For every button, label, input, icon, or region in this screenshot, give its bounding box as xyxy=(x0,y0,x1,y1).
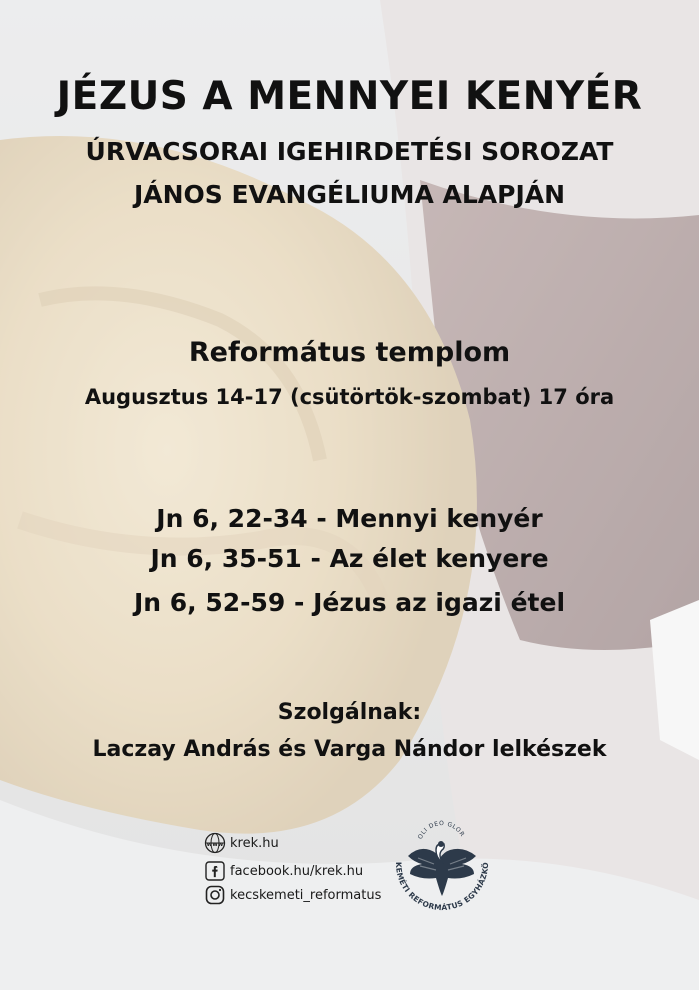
reading-item: Jn 6, 35-51 - Az élet kenyere xyxy=(150,544,549,573)
logo-motto: OLI DEO GLOR xyxy=(416,820,466,841)
facebook-link[interactable] xyxy=(204,860,363,882)
instagram-text: kecskemeti_reformatus xyxy=(230,887,382,903)
www-globe-icon xyxy=(204,832,226,854)
event-venue: Református templom xyxy=(188,337,511,368)
facebook-icon xyxy=(204,860,226,882)
poster-subtitle-line1: ÚRVACSORAI IGEHIRDETÉSI SOROZAT xyxy=(85,137,614,166)
poster-subtitle-line2: JÁNOS EVANGÉLIUMA ALAPJÁN xyxy=(133,180,566,209)
reading-item: Jn 6, 52-59 - Jézus az igazi étel xyxy=(133,588,566,617)
website-link[interactable] xyxy=(204,832,279,854)
svg-text:www: www xyxy=(206,841,224,848)
instagram-icon xyxy=(204,884,226,906)
logo-org-name: KEMÉTI REFORMÁTUS EGYHÁZKÖ xyxy=(393,861,491,913)
ministers-names: Laczay András és Varga Nándor lelkészek xyxy=(92,737,607,762)
reading-item: Jn 6, 22-34 - Mennyi kenyér xyxy=(156,504,543,533)
website-text: krek.hu xyxy=(230,835,279,851)
facebook-text: facebook.hu/krek.hu xyxy=(230,863,364,879)
poster-title: JÉZUS A MENNYEI KENYÉR xyxy=(56,74,643,119)
event-date: Augusztus 14-17 (csütörtök-szombat) 17 óra xyxy=(84,385,615,409)
church-logo xyxy=(378,800,506,928)
instagram-link[interactable] xyxy=(204,884,381,906)
svg-text:SOLI DEO GLORIA xyxy=(378,800,466,840)
ministers-label: Szolgálnak: xyxy=(277,700,422,725)
